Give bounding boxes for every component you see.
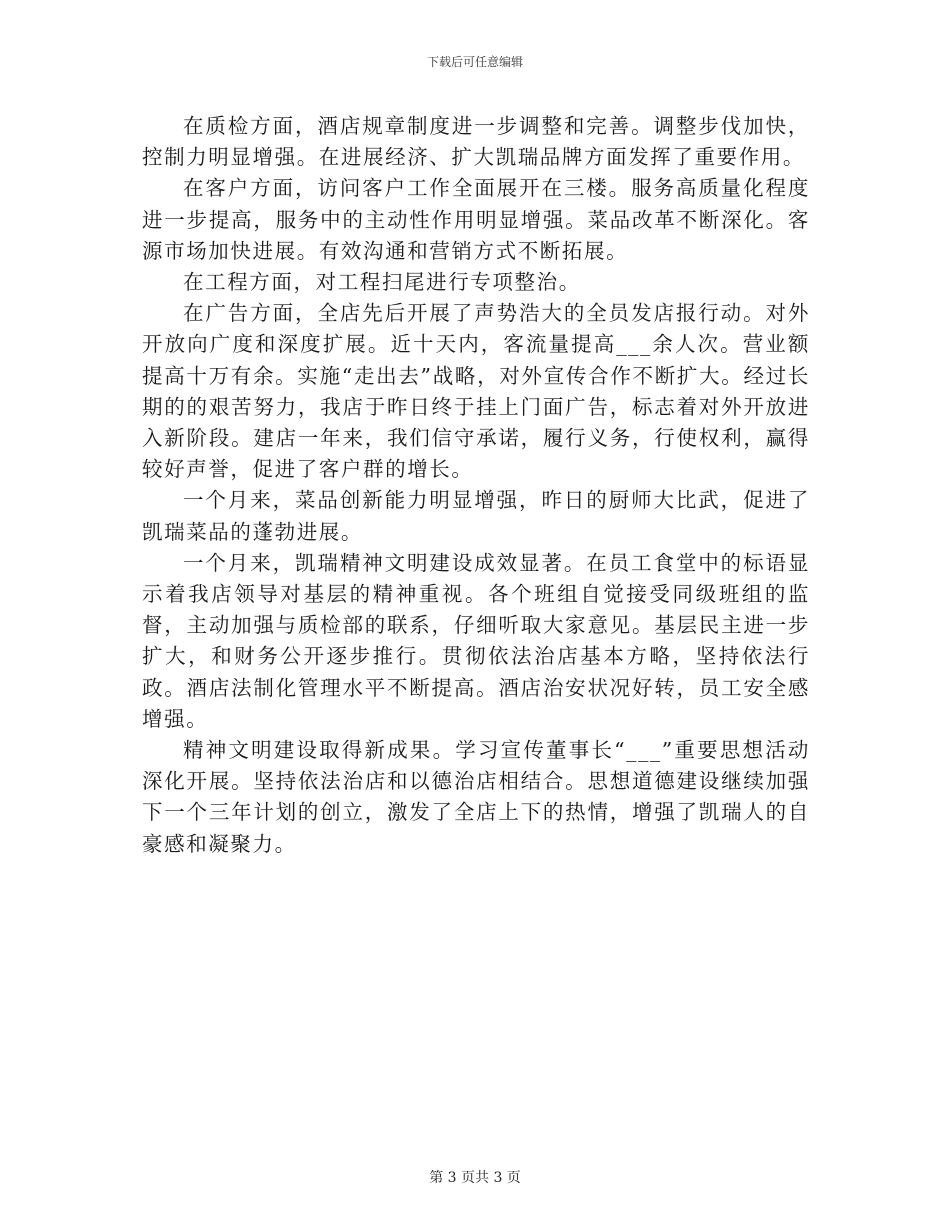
paragraph-spiritual-civilization: 一个月来，凯瑞精神文明建设成效显著。在员工食堂中的标语显示着我店领导对基层的精神重视。各个班组自觉接受同级班组的监督，主动加强与质检部的联系，仔细听取大家意见。基层民主进一步扩大，和财务公开逐步推行。贯彻依法治店基本方略，坚持依法行政。酒店法制化管理水平不断提高。酒店治安状况好转，员工安全感增强。: [142, 550, 810, 731]
paragraph-advertising: 在广告方面，全店先后开展了声势浩大的全员发店报行动。对外开放向广度和深度扩展。近十天内，客流量提高___余人次。营业额提高十万有余。实施“走出去”战略，对外宣传合作不断扩大。经过长期的的艰苦努力，我店于昨日终于挂上门面广告，标志着对外开放进入新阶段。建店一年来，我们信守承诺，履行义务，行使权利，赢得较好声誉，促进了客户群的增长。: [142, 301, 810, 482]
document-body: [142, 111, 810, 860]
paragraph-new-achievements: 精神文明建设取得新成果。学习宣传董事长“___”重要思想活动深化开展。坚持依法治店和以德治店相结合。思想道德建设继续加强下一个三年计划的创立，激发了全店上下的热情，增强了凯瑞人的自豪感和凝聚力。: [142, 738, 810, 856]
paragraph-customers: 在客户方面，访问客户工作全面展开在三楼。服务高质量化程度进一步提高，服务中的主动性作用明显增强。菜品改革不断深化。客源市场加快进展。有效沟通和营销方式不断拓展。: [142, 176, 810, 263]
page-header-note: 下载后可任意编辑: [426, 55, 523, 69]
paragraph-quality-control: 在质检方面，酒店规章制度进一步调整和完善。调整步伐加快，控制力明显增强。在进展经济、扩大凯瑞品牌方面发挥了重要作用。: [142, 114, 810, 170]
paragraph-dishes: 一个月来，菜品创新能力明显增强，昨日的厨师大比武，促进了凯瑞菜品的蓬勃进展。: [142, 488, 810, 544]
page-number: 第 3 页共 3 页: [429, 1170, 521, 1186]
paragraph-engineering: 在工程方面，对工程扫尾进行专项整治。: [183, 270, 581, 295]
